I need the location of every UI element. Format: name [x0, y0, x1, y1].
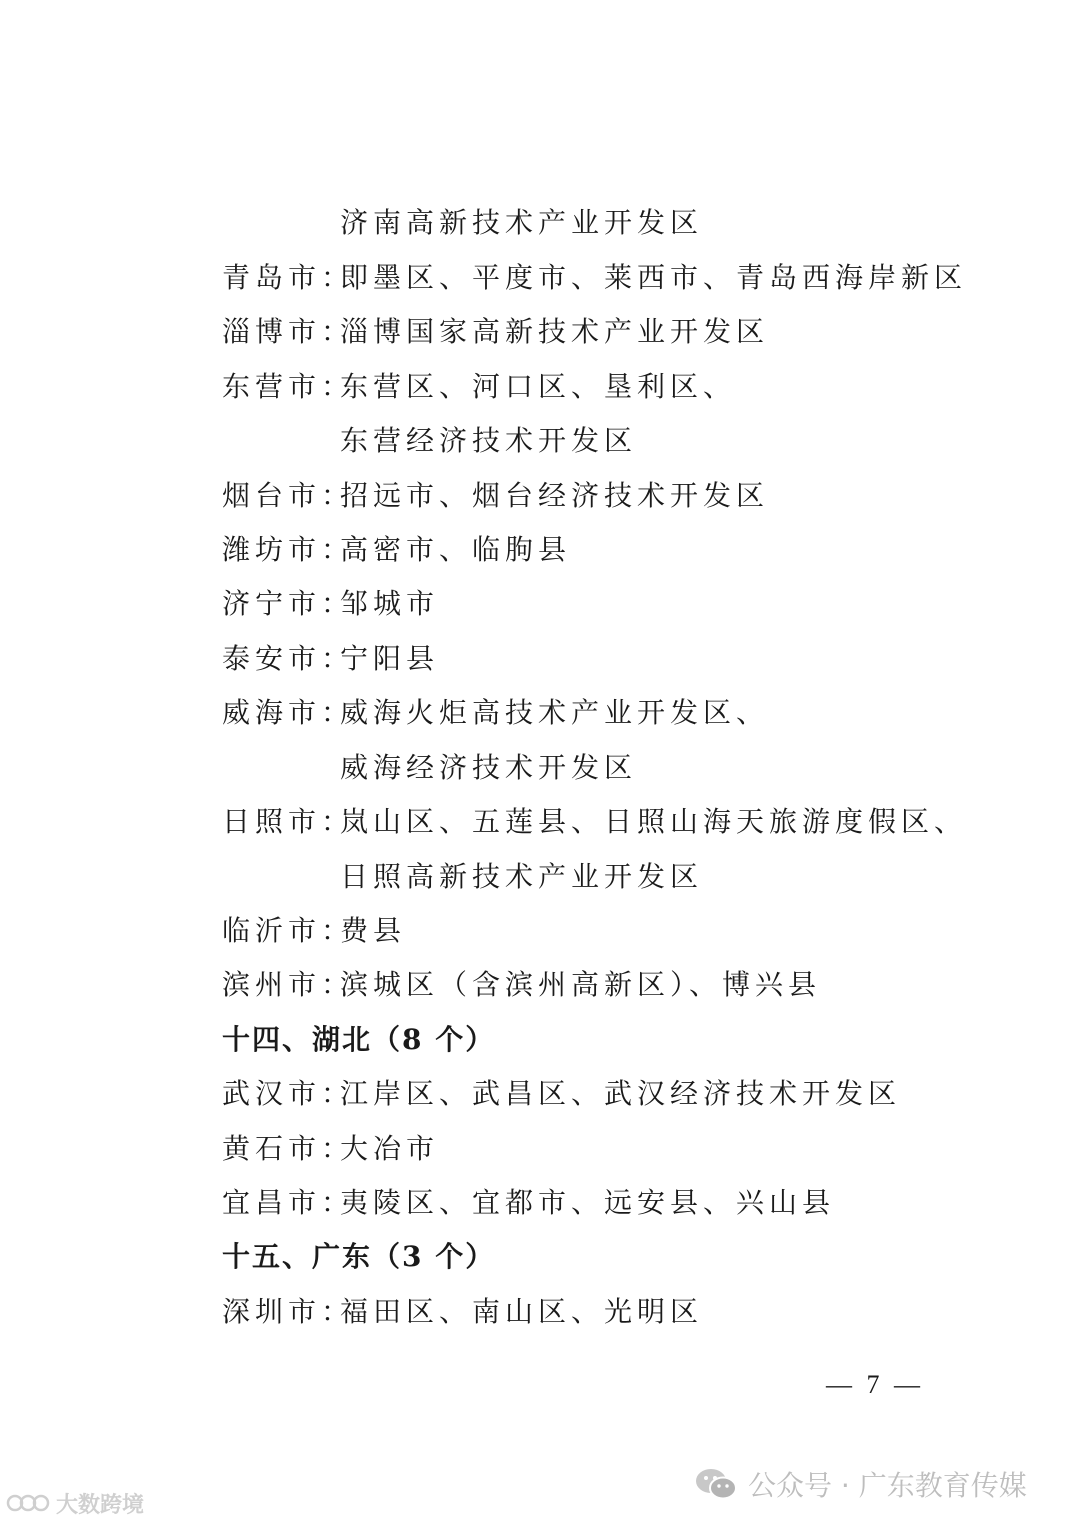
brand-logo-icon: [6, 1490, 52, 1516]
brand-text: 大数跨境: [56, 1492, 145, 1518]
page-number: — 7 —: [826, 1370, 924, 1399]
list-line: [222, 968, 821, 1002]
city-label: 武汉市：: [222, 1077, 355, 1110]
section-heading-guangdong: 十五、广东（3 个）: [222, 1240, 496, 1273]
district-text: 费县: [340, 914, 407, 947]
city-label: 烟台市：: [222, 479, 355, 512]
list-line: [222, 642, 439, 676]
city-label: 淄博市：: [222, 315, 355, 348]
watermark-text: 公众号 · 广东教育传媒: [748, 1469, 1027, 1502]
district-text: 威海火炬高技术产业开发区、: [340, 696, 770, 729]
list-line: [340, 751, 637, 785]
district-text: 淄博国家高新技术产业开发区: [340, 315, 770, 348]
district-text: 夷陵区、宜都市、远安县、兴山县: [340, 1186, 836, 1219]
city-label: 潍坊市：: [222, 533, 355, 566]
city-label: 威海市：: [222, 696, 355, 729]
list-line: [222, 1186, 835, 1220]
city-label: 黄石市：: [222, 1132, 355, 1165]
district-text: 大冶市: [340, 1132, 440, 1165]
brand-watermark: [6, 1488, 144, 1518]
city-label: 济宁市：: [222, 587, 355, 620]
section-heading-hubei: 十四、湖北（8 个）: [222, 1023, 496, 1056]
wechat-watermark: [694, 1462, 1027, 1506]
district-text: 江岸区、武昌区、武汉经济技术开发区: [340, 1077, 902, 1110]
list-line: [222, 315, 769, 349]
city-label: 深圳市：: [222, 1295, 355, 1328]
list-line: [222, 1132, 439, 1166]
district-text: 邹城市: [340, 587, 440, 620]
list-line: [222, 479, 769, 513]
city-label: 临沂市：: [222, 914, 355, 947]
district-text: 滨城区（含滨州高新区）、博兴县: [340, 968, 822, 1001]
list-line: [340, 860, 703, 894]
district-text: 高密市、临朐县: [340, 533, 572, 566]
list-line: [222, 696, 769, 730]
list-line: [222, 914, 406, 948]
city-label: 青岛市：: [222, 261, 355, 294]
city-label: 宜昌市：: [222, 1186, 355, 1219]
list-line: [222, 1295, 703, 1329]
city-label: 日照市：: [222, 805, 355, 838]
city-label: 泰安市：: [222, 642, 355, 675]
district-text: 福田区、南山区、光明区: [340, 1295, 704, 1328]
city-label: 东营市：: [222, 370, 355, 403]
list-line: [340, 424, 637, 458]
district-text: 即墨区、平度市、莱西市、青岛西海岸新区: [340, 261, 968, 294]
district-text: 东营经济技术开发区: [340, 424, 638, 457]
district-text: 东营区、河口区、垦利区、: [340, 370, 737, 403]
list-line: [222, 533, 571, 567]
city-label: 滨州市：: [222, 968, 355, 1001]
list-line: [222, 370, 736, 404]
district-text: 宁阳县: [340, 642, 440, 675]
list-line: [222, 587, 439, 621]
list-line: [222, 805, 967, 839]
district-text: 日照高新技术产业开发区: [340, 860, 704, 893]
district-text: 招远市、烟台经济技术开发区: [340, 479, 770, 512]
list-line: [222, 1077, 901, 1111]
wechat-icon: [694, 1466, 738, 1502]
district-text: 威海经济技术开发区: [340, 751, 638, 784]
list-line: 济南高新技术产业开发区: [340, 206, 704, 239]
list-line: [222, 261, 967, 295]
district-text: 岚山区、五莲县、日照山海天旅游度假区、: [340, 805, 968, 838]
